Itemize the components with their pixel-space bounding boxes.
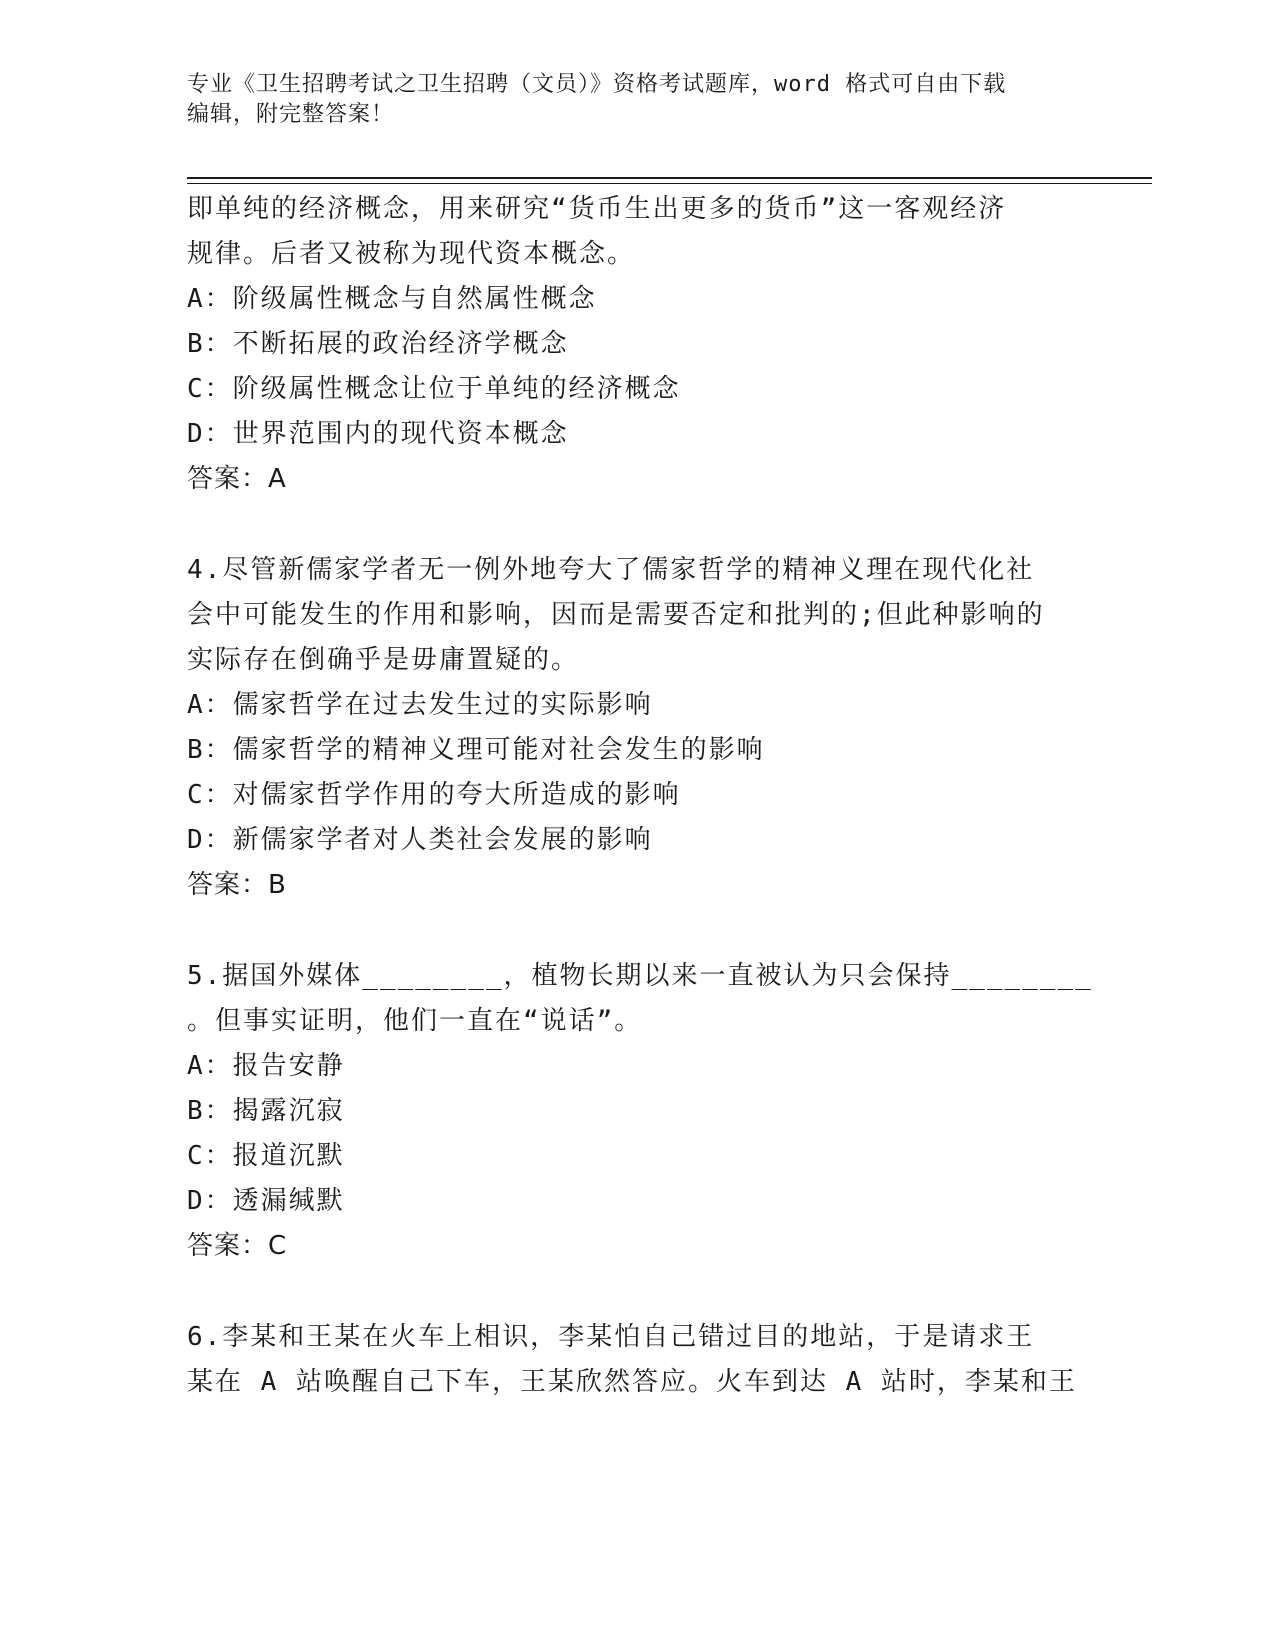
header-divider-thick: [187, 177, 1152, 179]
question-text-line: 6.李某和王某在火车上相识，李某怕自己错过目的地站，于是请求王: [187, 1322, 1035, 1352]
question-4: [187, 548, 1087, 908]
answer-label: 答案：C: [187, 1231, 288, 1261]
option-b: B：揭露沉寂: [187, 1096, 345, 1126]
option-a: A：儒家哲学在过去发生过的实际影响: [187, 690, 653, 720]
header-line-2: 编辑，附完整答案！: [187, 102, 395, 127]
option-d: D：新儒家学者对人类社会发展的影响: [187, 825, 653, 855]
option-b: B：儒家哲学的精神义理可能对社会发生的影响: [187, 735, 765, 765]
option-d: D：世界范围内的现代资本概念: [187, 419, 569, 449]
question-text-line: 会中可能发生的作用和影响，因而是需要否定和批判的;但此种影响的: [187, 600, 1045, 630]
question-spacer: [187, 502, 1087, 548]
question-text-line: 实际存在倒确乎是毋庸置疑的。: [187, 645, 580, 675]
page-header: [187, 70, 1067, 130]
question-content: [187, 187, 1093, 1405]
header-divider-thin: [187, 183, 1152, 184]
answer-label: 答案：A: [187, 464, 287, 494]
question-6: [187, 1315, 1087, 1405]
question-text-line: 规律。后者又被称为现代资本概念。: [187, 239, 636, 269]
question-text-line: 即单纯的经济概念，用来研究“货币生出更多的货币”这一客观经济: [187, 194, 1007, 224]
option-b: B：不断拓展的政治经济学概念: [187, 329, 569, 359]
question-3: [187, 187, 1087, 502]
question-5: [187, 954, 1093, 1269]
question-text-line: 。但事实证明，他们一直在“说话”。: [187, 1006, 643, 1036]
option-d: D：透漏缄默: [187, 1186, 345, 1216]
option-a: A：阶级属性概念与自然属性概念: [187, 284, 597, 314]
question-text-line: 某在 A 站唤醒自己下车，王某欣然答应。火车到达 A 站时，李某和王: [187, 1367, 1077, 1397]
option-a: A：报告安静: [187, 1051, 345, 1081]
answer-label: 答案：B: [187, 870, 287, 900]
question-text-line: 5.据国外媒体________，植物长期以来一直被认为只会保持________: [187, 961, 1093, 991]
header-line-1: 专业《卫生招聘考试之卫生招聘（文员）》资格考试题库，word 格式可自由下载: [187, 72, 1007, 97]
option-c: C：对儒家哲学作用的夸大所造成的影响: [187, 780, 681, 810]
question-spacer: [187, 1269, 1087, 1315]
option-c: C：阶级属性概念让位于单纯的经济概念: [187, 374, 681, 404]
option-c: C：报道沉默: [187, 1141, 345, 1171]
question-spacer: [187, 908, 1087, 954]
question-text-line: 4.尽管新儒家学者无一例外地夸大了儒家哲学的精神义理在现代化社: [187, 555, 1035, 585]
